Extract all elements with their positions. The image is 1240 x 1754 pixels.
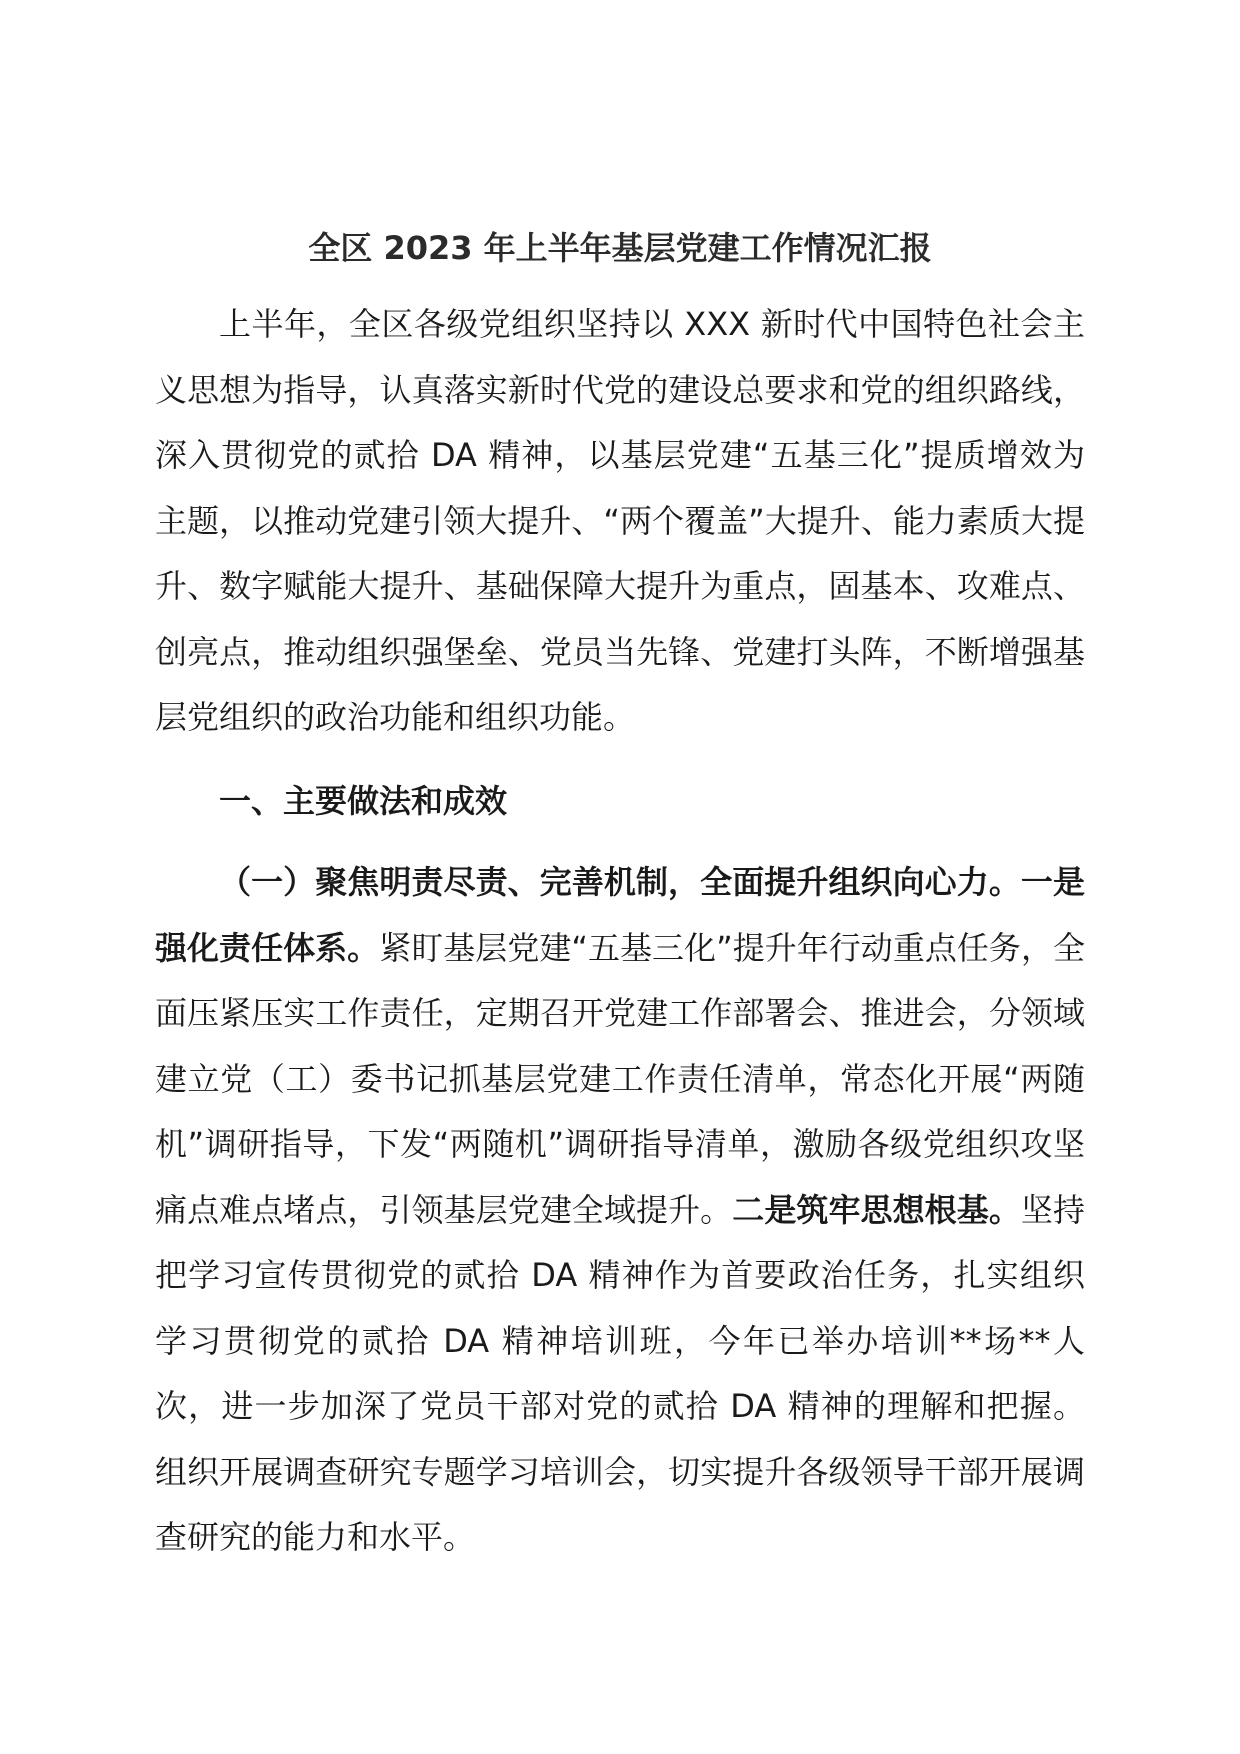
section-heading: 一、主要做法和成效 bbox=[219, 781, 508, 820]
subsection-heading: （一）聚焦明责尽责、完善机制，全面提升组织向心力。 bbox=[219, 863, 1021, 901]
document-body bbox=[155, 218, 1085, 1571]
point-text-1: 紧盯基层党建“五基三化”提升年行动重点任务，全面压紧压实工作责任，定期召开党建工作部署会、推进会，分领域建立党（工）委书记抓基层党建工作责任清单，常态化开展“两随机”调研指导，下发“两随机”调研指导清单，激励各级党组织攻坚痛点难点堵点，引领基层党建全域提升。 bbox=[155, 928, 1085, 1229]
intro-paragraph: 上半年，全区各级党组织坚持以 XXX 新时代中国特色社会主义思想为指导，认真落实新时代党的建设总要求和党的组织路线，深入贯彻党的贰拾 DA 精神，以基层党建“五基三化”提质增效为主题，以推动党建引领大提升、“两个覆盖”大提升、能力素质大提升、数字赋能大提升、基础保障大提升为重点，固基本、攻难点、创亮点，推动组织强堡垒、党员当先锋、党建打头阵，不断增强基层党组织的政治功能和组织功能。 bbox=[155, 305, 1085, 736]
document-title: 全区 2023 年上半年基层党建工作情况汇报 bbox=[308, 229, 932, 267]
point-text-2: 坚持把学习宣传贯彻党的贰拾 DA 精神作为首要政治任务，扎实组织学习贯彻党的贰拾 DA 精神培训班，今年已举办培训**场**人次，进一步加深了党员干部对党的贰拾 DA 精神的理解和把握。组织开展调查研究专题学习培训会，切实提升各级领导干部开展调查研究的能力和水平。 bbox=[155, 1190, 1085, 1556]
section-item-paragraph bbox=[155, 850, 1085, 1571]
point-title-1: 一是强化责任体系。 bbox=[155, 863, 1085, 967]
point-title-2: 二是筑牢思想根基。 bbox=[732, 1190, 1021, 1229]
